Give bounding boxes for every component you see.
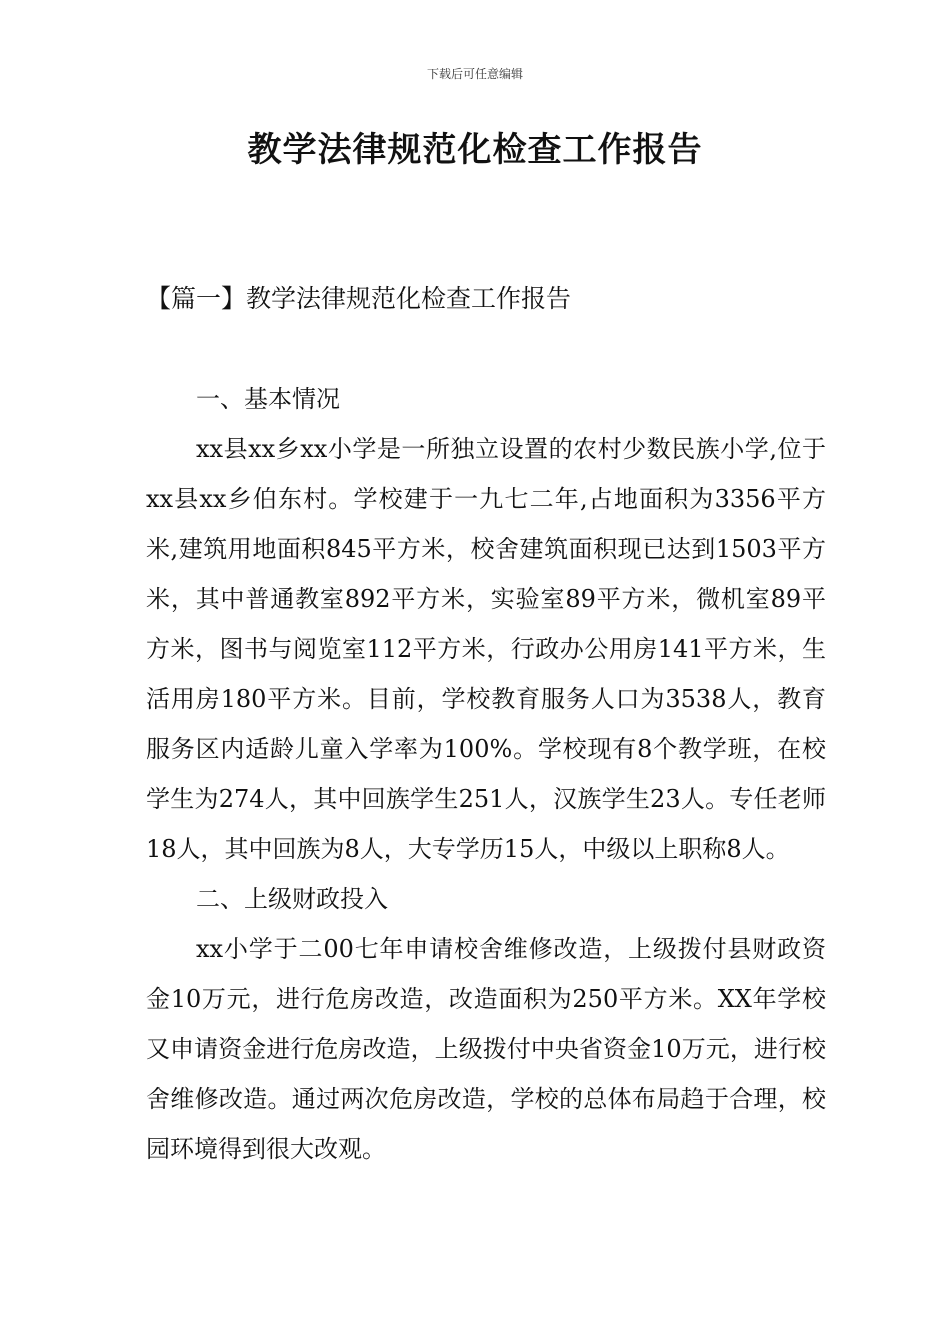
document-title: 教学法律规范化检查工作报告 [247,130,703,170]
section-title: 【篇一】教学法律规范化检查工作报告 [146,284,572,313]
header-note: 下载后可任意编辑 [426,67,523,81]
paragraph-financial-investment: xx小学于二00七年申请校舍维修改造，上级拨付县财政资金10万元，进行危房改造，改造面积为250平方米。XX年学校又申请资金进行危房改造，上级拨付中央省资金10万元，进行校舍维修改造。通过两次危房改造，学校的总体布局趋于合理，校园环境得到很大改观。 [146,935,826,1163]
section-heading-basic-info: 一、基本情况 [196,385,340,413]
document-body [146,374,826,1174]
section-heading-financial-investment: 二、上级财政投入 [196,885,388,913]
paragraph-basic-info: xx县xx乡xx小学是一所独立设置的农村少数民族小学,位于xx县xx乡伯东村。学校建于一九七二年,占地面积为3356平方米,建筑用地面积845平方米，校舍建筑面积现已达到1503平方米，其中普通教室892平方米，实验室89平方米，微机室89平方米，图书与阅览室112平方米，行政办公用房141平方米，生活用房180平方米。目前，学校教育服务人口为3538人，教育服务区内适龄儿童入学率为100%。学校现有8个教学班，在校学生为274人，其中回族学生251人，汉族学生23人。专任老师18人，其中回族为8人，大专学历15人，中级以上职称8人。 [146,435,826,863]
